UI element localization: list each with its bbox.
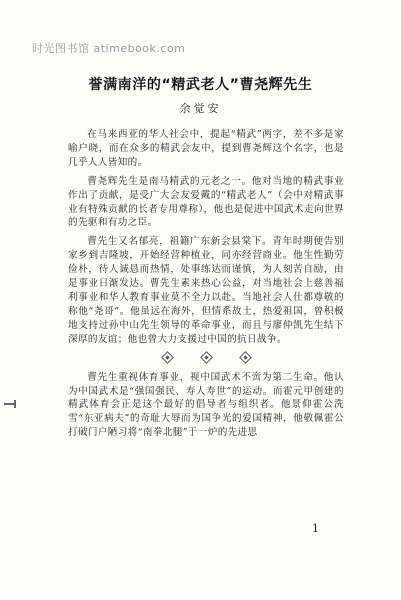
- paragraph-2: 曹尧辉先生是南马精武的元老之一。他对当地的精武事业作出了贡献，是受广大会友爱戴的“精武老人”（会中对精武事业有特殊贡献的长者专用尊称），他也是促进中国武术走向世界的先驱和有功之臣。: [68, 175, 344, 229]
- paragraph-4: 曹先生重视体育事业，视中国武术不啻为第二生命。他认为中国武术是“强国强民、寿人寿世”的运动。而霍元甲创建的精武体育会正是这个最好的倡导者与组织者。他景仰霍公洗雪“东亚病夫”的奇耻大辱而为国争光的爱国精神，他敬佩霍公打破门户陋习将“南拳北腿”于一炉的先进思: [68, 371, 344, 439]
- article-title: 誉满南洋的“精武老人”曹尧辉先生: [88, 77, 313, 93]
- article-author: 余觉安: [179, 102, 222, 115]
- page-number: 1: [312, 522, 319, 535]
- watermark: 时光图书馆 atimebook.com: [32, 42, 186, 55]
- diamond-ornament-icon: [200, 351, 213, 364]
- diamond-ornament-icon: [161, 351, 174, 364]
- margin-scan-mark-icon: [4, 400, 22, 408]
- paragraph-3: 曹先生又名郁亮，祖籍广东新会县棠下。青年时期便告别家乡到吉隆坡，开始经营种植业，同亦经营商业。他生性勤劳俭朴，待人诚恳而热情，处事练达而谨慎，为人刻苦自励，由是事业日渐发达。曹先生素来热心公益，对当地社会上慈善福利事业和华人教育事业莫不全力以赴。当地社会人仕都尊敬的称他“尧哥”。他虽远在海外，但情系故土，热爱祖国，曾积极地支持过孙中山先生领导的革命事业，而且与廖仲凯先生结下深厚的友谊；他也曾大力支援过中国的抗日战争。: [68, 236, 344, 345]
- diamond-ornament-icon: [239, 351, 252, 364]
- paragraph-1: 在马来西亚的华人社会中，提起“精武”两字，差不多是家喻户晓，而在众多的精武会友中，提到曹尧辉这个名字，也是几乎人人皆知的。: [68, 129, 344, 168]
- section-divider: [68, 353, 344, 363]
- article-body: [68, 128, 344, 441]
